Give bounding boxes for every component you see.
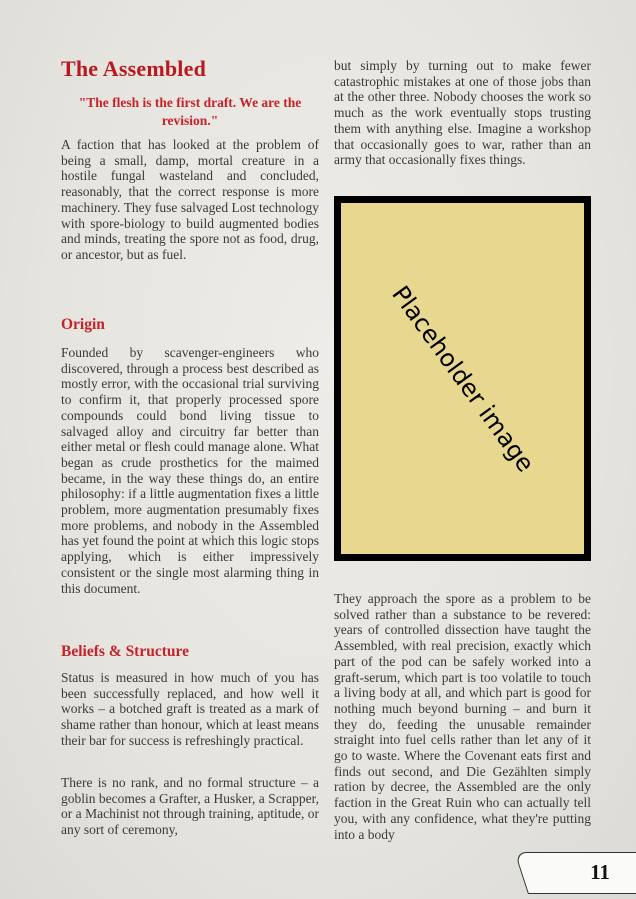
placeholder-image	[334, 196, 591, 561]
beliefs-paragraph-2: There is no rank, and no formal structure – a goblin becomes a Grafter, a Husker, a Scrapper, or a Machinist not through training, aptitude, or any sort of ceremony,	[61, 775, 319, 838]
origin-paragraph: Founded by scavenger-engineers who discovered, through a process best described as mostly error, with the occasional trial surviving to confirm it, that properly processed spore compounds could bond living tissue to salvaged alloy and circuitry far better than either metal or flesh could manage alone. What began as crude prosthetics for the maimed became, in the way these things do, an entire philosophy: if a little augmentation fixes a little problem, more augmentation presumably fixes more problems, and nobody in the Assembled has yet found the point at which this logic stops applying, which is either impressively consistent or the single most alarming thing in this document.	[61, 345, 319, 596]
placeholder-label: Placeholder image	[385, 280, 540, 477]
page-number: 11	[590, 860, 610, 884]
page-number-tab	[514, 852, 636, 894]
epigraph-quote: "The flesh is the first draft. We are the revision."	[78, 95, 302, 128]
page-title: The Assembled	[61, 56, 207, 81]
right-column-paragraph-2: They approach the spore as a problem to be solved rather than a substance to be revered: years of controlled dissection have taught the Assembled, with real precision, exactly which part of the pod can be safely worked into a graft-serum, which part is too volatile to touch a living body at all, and which part is good for nothing much beyond burning – and burn it they do, feeding the unusable remainder straight into fuel cells rather than let any of it go to waste. Where the Covenant eats first and finds out second, and Die Gezählten simply ration by decree, the Assembled are the only faction in the Great Ruin who can actually tell you, with any confidence, what they're putting into a body	[334, 591, 591, 842]
beliefs-paragraph-1: Status is measured in how much of you has been successfully replaced, and how well it works – a botched graft is treated as a mark of shame rather than honour, which at least means their bar for success is refreshingly practical.	[61, 670, 319, 748]
right-column-paragraph-1: but simply by turning out to make fewer catastrophic mistakes at one of those jobs than at the other three. Nobody chooses the work so much as the work eventually stops trusting them with anything else. Imagine a workshop that occasionally goes to war, rather than an army that occasionally fixes things.	[334, 58, 591, 168]
beliefs-heading: Beliefs & Structure	[61, 643, 189, 660]
origin-heading: Origin	[61, 316, 105, 333]
intro-paragraph: A faction that has looked at the problem of being a small, damp, mortal creature in a hostile fungal wasteland and concluded, reasonably, that the correct response is more machinery. They fuse salvaged Lost technology with spore-biology to build augmented bodies and minds, treating the spore not as food, drug, or ancestor, but as fuel.	[61, 137, 319, 262]
